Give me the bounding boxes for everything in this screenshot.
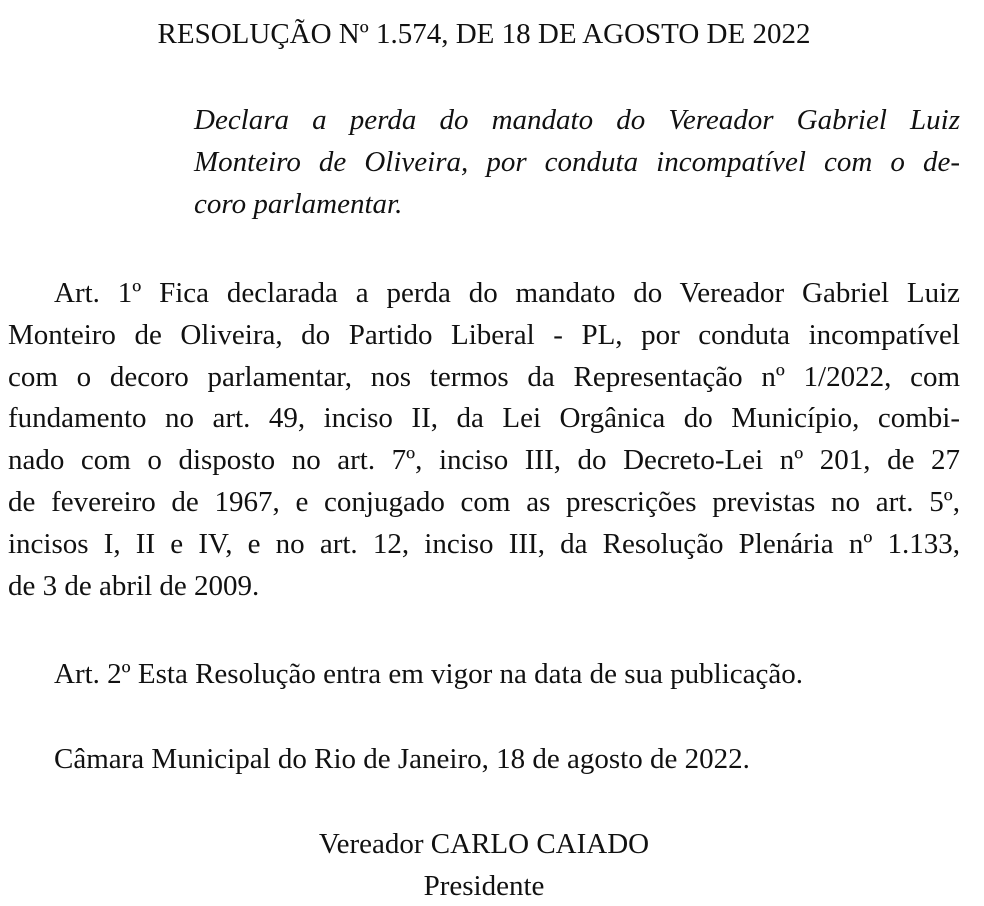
summary-line: Declara a perda do mandato do Vereador Gabriel Luiz: [194, 104, 960, 136]
article-1-line: incisos I, II e IV, e no art. 12, inciso III, da Resolução Plenária nº 1.133,: [8, 527, 960, 560]
article-2: Art. 2º Esta Resolução entra em vigor na data de sua publicação.: [54, 658, 804, 690]
summary-line: coro parlamentar.: [194, 188, 403, 220]
article-1-line: nado com o disposto no art. 7º, inciso III, do Decreto-Lei nº 201, de 27: [8, 444, 960, 477]
summary-line: Monteiro de Oliveira, por conduta incompatível com o de-: [194, 146, 960, 178]
place-and-date: Câmara Municipal do Rio de Janeiro, 18 de agosto de 2022.: [54, 743, 750, 775]
article-1: [8, 273, 960, 607]
article-1-line: de fevereiro de 1967, e conjugado com as prescrições previstas no art. 5º,: [8, 485, 960, 518]
article-1-line: fundamento no art. 49, inciso II, da Lei Orgânica do Município, combi-: [8, 402, 960, 435]
resolution-summary: [194, 99, 960, 225]
article-1-line: de 3 de abril de 2009.: [8, 569, 260, 602]
signer-name: Vereador CARLO CAIADO: [318, 828, 650, 860]
resolution-title: RESOLUÇÃO Nº 1.574, DE 18 DE AGOSTO DE 2022: [157, 18, 811, 50]
article-1-line: Monteiro de Oliveira, do Partido Liberal - PL, por conduta incompatível: [8, 318, 960, 351]
signer-role: Presidente: [423, 870, 545, 902]
article-1-line: Art. 1º Fica declarada a perda do mandato do Vereador Gabriel Luiz: [54, 277, 960, 309]
article-1-line: com o decoro parlamentar, nos termos da Representação nº 1/2022, com: [8, 360, 960, 393]
